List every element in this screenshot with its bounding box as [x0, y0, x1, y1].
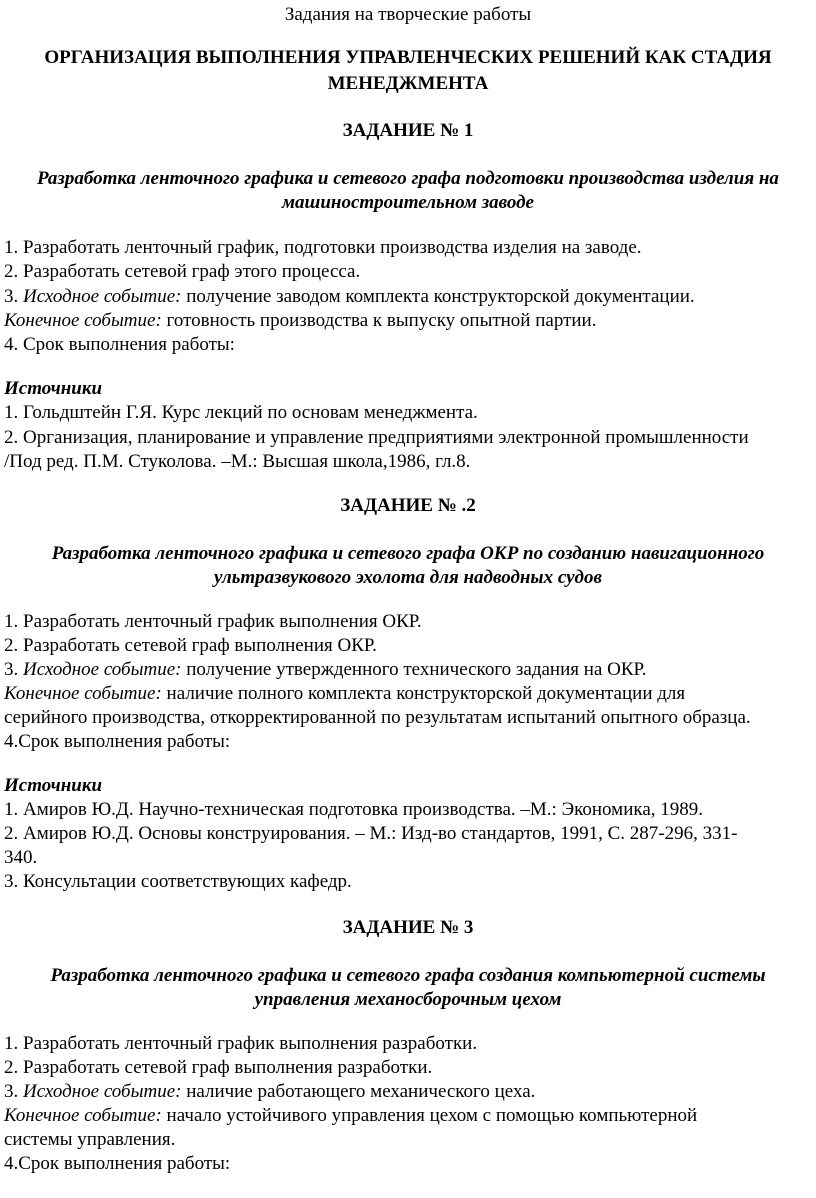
- task3-final-event: [4, 1103, 812, 1129]
- task1-item-2: 2. Разработать сетевой граф этого процесса.: [4, 261, 361, 282]
- task3-item-2: 2. Разработать сетевой граф выполнения разработки.: [4, 1057, 433, 1078]
- task1-final-event-label: Конечное событие:: [4, 310, 162, 331]
- task2-sources-heading: Источники: [4, 775, 103, 796]
- task3-subtitle-line-1: Разработка ленточного графика и сетевого графа создания компьютерной системы: [50, 965, 766, 986]
- task2-item-4: 4.Срок выполнения работы:: [4, 731, 231, 752]
- task1-item-1: 1. Разработать ленточный график, подготовки производства изделия на заводе.: [4, 237, 642, 258]
- task3-item-3-number: 3.: [4, 1081, 23, 1102]
- task2-subtitle-line-2: ультразвукового эхолота для надводных судов: [214, 567, 602, 588]
- task2-source-3: 3. Консультации соответствующих кафедр.: [4, 871, 352, 892]
- task2-final-event-text-1: наличие полного комплекта конструкторской документации для: [161, 683, 686, 704]
- task2-initial-event-text: получение утвержденного технического задания на ОКР.: [181, 659, 647, 680]
- task1-source-2-line-2: /Под ред. П.М. Стуколова. –М.: Высшая школа,1986, гл.8.: [4, 451, 471, 472]
- task3-final-event-text-1: начало устойчивого управления цехом с помощью компьютерной: [161, 1105, 698, 1126]
- task1-initial-event-text: получение заводом комплекта конструкторской документации.: [181, 286, 695, 307]
- task2-initial-event-label: Исходное событие:: [23, 659, 182, 680]
- task2-source-1: 1. Амиров Ю.Д. Научно-техническая подготовка производства. –М.: Экономика, 1989.: [4, 799, 704, 820]
- document-header: Задания на творческие работы: [284, 4, 532, 25]
- main-title-line-2: МЕНЕДЖМЕНТА: [327, 73, 489, 94]
- task2-item-3: [4, 657, 812, 683]
- task1-source-1: 1. Гольдштейн Г.Я. Курс лекций по основам менеджмента.: [4, 402, 478, 423]
- task1-item-3-number: 3.: [4, 286, 23, 307]
- task2-heading: ЗАДАНИЕ № .2: [340, 495, 476, 516]
- task1-item-4: 4. Срок выполнения работы:: [4, 334, 235, 355]
- task3-item-4: 4.Срок выполнения работы:: [4, 1153, 231, 1174]
- task1-final-event: [4, 308, 812, 334]
- task2-item-2: 2. Разработать сетевой граф выполнения ОКР.: [4, 635, 377, 656]
- task2-subtitle-line-1: Разработка ленточного графика и сетевого графа ОКР по созданию навигационного: [51, 543, 765, 564]
- task3-final-event-line-2: системы управления.: [4, 1129, 176, 1150]
- task2-final-event-label: Конечное событие:: [4, 683, 162, 704]
- task3-subtitle-line-2: управления механосборочным цехом: [254, 989, 562, 1010]
- task1-subtitle-line-2: машиностроительном заводе: [281, 192, 534, 213]
- task3-item-1: 1. Разработать ленточный график выполнения разработки.: [4, 1033, 478, 1054]
- task3-initial-event-text: наличие работающего механического цеха.: [181, 1081, 536, 1102]
- task1-source-2-line-1: 2. Организация, планирование и управление предприятиями электронной промышленности: [4, 427, 749, 448]
- task1-heading: ЗАДАНИЕ № 1: [342, 120, 474, 141]
- task3-final-event-label: Конечное событие:: [4, 1105, 162, 1126]
- task2-item-3-number: 3.: [4, 659, 23, 680]
- task2-source-2-line-1: 2. Амиров Ю.Д. Основы конструирования. – М.: Изд-во стандартов, 1991, С. 287-296, 331-: [4, 823, 738, 844]
- task1-initial-event-label: Исходное событие:: [23, 286, 182, 307]
- task3-item-3: [4, 1079, 812, 1105]
- task2-final-event-line-2: серийного производства, откорректированной по результатам испытаний опытного образца.: [4, 707, 751, 728]
- task2-source-2-line-2: 340.: [4, 847, 38, 868]
- task2-item-1: 1. Разработать ленточный график выполнения ОКР.: [4, 611, 422, 632]
- main-title-line-1: ОРГАНИЗАЦИЯ ВЫПОЛНЕНИЯ УПРАВЛЕНЧЕСКИХ РЕШЕНИЙ КАК СТАДИЯ: [44, 47, 772, 68]
- task3-initial-event-label: Исходное событие:: [23, 1081, 182, 1102]
- task1-sources-heading: Источники: [4, 378, 103, 399]
- task1-final-event-text: готовность производства к выпуску опытной партии.: [161, 310, 597, 331]
- task1-subtitle-line-1: Разработка ленточного графика и сетевого графа подготовки производства изделия на: [37, 168, 779, 189]
- task3-heading: ЗАДАНИЕ № 3: [342, 917, 474, 938]
- task2-final-event: [4, 681, 812, 707]
- task1-item-3: [4, 284, 812, 310]
